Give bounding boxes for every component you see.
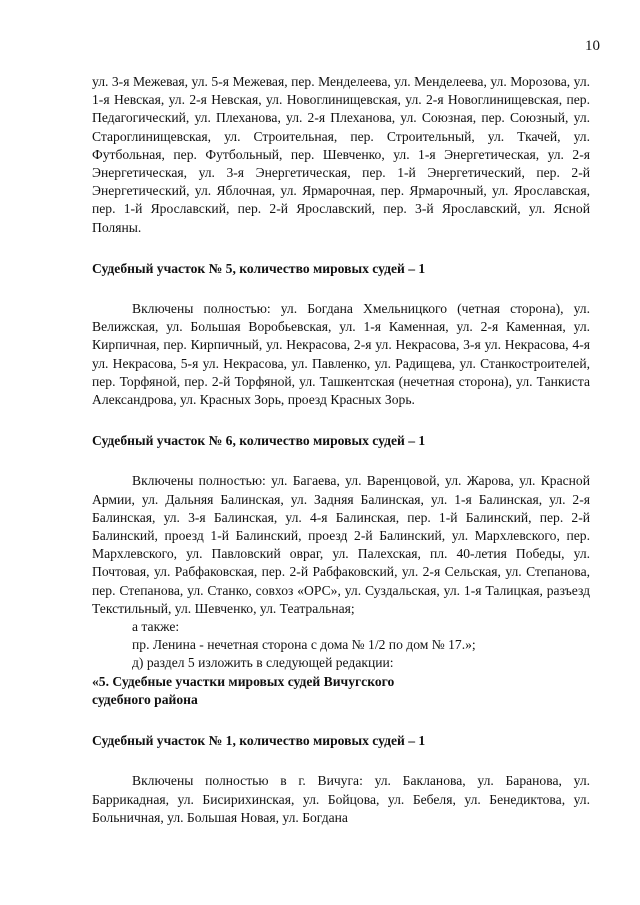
section-title-line-1: «5. Судебные участки мировых судей Вичугского bbox=[92, 673, 395, 689]
section-1-text: Включены полностью в г. Вичуга: ул. Бакланова, ул. Баранова, ул. Баррикадная, ул. Бисирихинская, ул. Бойцова, ул. Бебеля, ул. Бенедиктова, ул. Больничная, ул. Большая Новая, ул. Богдана bbox=[92, 773, 590, 825]
document-body bbox=[92, 73, 590, 827]
section-6-text: Включены полностью: ул. Багаева, ул. Варенцовой, ул. Жарова, ул. Красной Армии, ул. Дальняя Балинская, ул. Задняя Балинская, ул. 1-я Балинская, ул. 2-я Балинская, ул. 3-я Балинская, ул. 4-я Балинская, пер. 1-й Балинский, пер. 2-й Балинский, проезд 1-й Балинский, проезд 2-й Балинский, ул. Мархлевского, пер. Мархлевского, ул. Павловский овраг, ул. Палехская, пл. 40-летия Победы, ул. Почтовая, ул. Рабфаковская, пер. 2-й Рабфаковский, ул. 2-я Сельская, ул. Степанова, пер. Степанова, ул. Станко, совхоз «ОРС», ул. Суздальская, ул. 1-я Талицкая, разъезд Текстильный, ул. Шевченко, ул. Театральная; bbox=[92, 473, 590, 616]
section-title-line-2: судебного района bbox=[92, 691, 198, 707]
section-5-heading: Судебный участок № 5, количество мировых судей – 1 bbox=[92, 260, 426, 276]
section-5-text: Включены полностью: ул. Богдана Хмельницкого (четная сторона), ул. Велижская, ул. Большая Воробьевская, ул. 1-я Каменная, ул. 2-я Каменная, ул. Кирпичная, пер. Кирпичный, ул. Некрасова, 2-я ул. Некрасова, 3-я ул. Некрасова, 4-я ул. Некрасова, 5-я ул. Некрасова, ул. Павленко, ул. Радищева, ул. Станкостроителей, пер. Торфяной, пер. 2-й Торфяной, ул. Ташкентская (нечетная сторона), ул. Танкиста Александрова, ул. Красных Зорь, проезд Красных Зорь. bbox=[92, 301, 590, 408]
section-6-heading: Судебный участок № 6, количество мировых судей – 1 bbox=[92, 433, 426, 449]
razdel-line: д) раздел 5 изложить в следующей редакции: bbox=[132, 655, 394, 671]
page-number: 10 bbox=[585, 38, 600, 54]
section-1-heading: Судебный участок № 1, количество мировых судей – 1 bbox=[92, 733, 426, 749]
also-line: а также: bbox=[132, 619, 180, 635]
intro-paragraph: ул. 3-я Межевая, ул. 5-я Межевая, пер. Менделеева, ул. Менделеева, ул. Морозова, ул. 1-я Невская, ул. 2-я Невская, ул. Новоглинищевская, ул. 2-я Новоглинищевская, пер. Педагогический, ул. Плеханова, ул. 2-я Плеханова, ул. Союзная, пер. Союзный, ул. Староглинищевская, ул. Строительная, пер. Строительный, ул. Ткачей, ул. Футбольная, пер. Футбольный, пер. Шевченко, ул. 1-я Энергетическая, ул. 2-я Энергетическая, ул. 3-я Энергетическая, пер. 1-й Энергетический, пер. 2-й Энергетический, ул. Яблочная, ул. Ярмарочная, пер. Ярмарочный, ул. Ярославская, пер. 1-й Ярославский, пер. 2-й Ярославский, пер. 3-й Ярославский, ул. Ясной Поляны. bbox=[92, 74, 590, 235]
lenin-line: пр. Ленина - нечетная сторона с дома № 1/2 по дом № 17.»; bbox=[132, 637, 476, 653]
